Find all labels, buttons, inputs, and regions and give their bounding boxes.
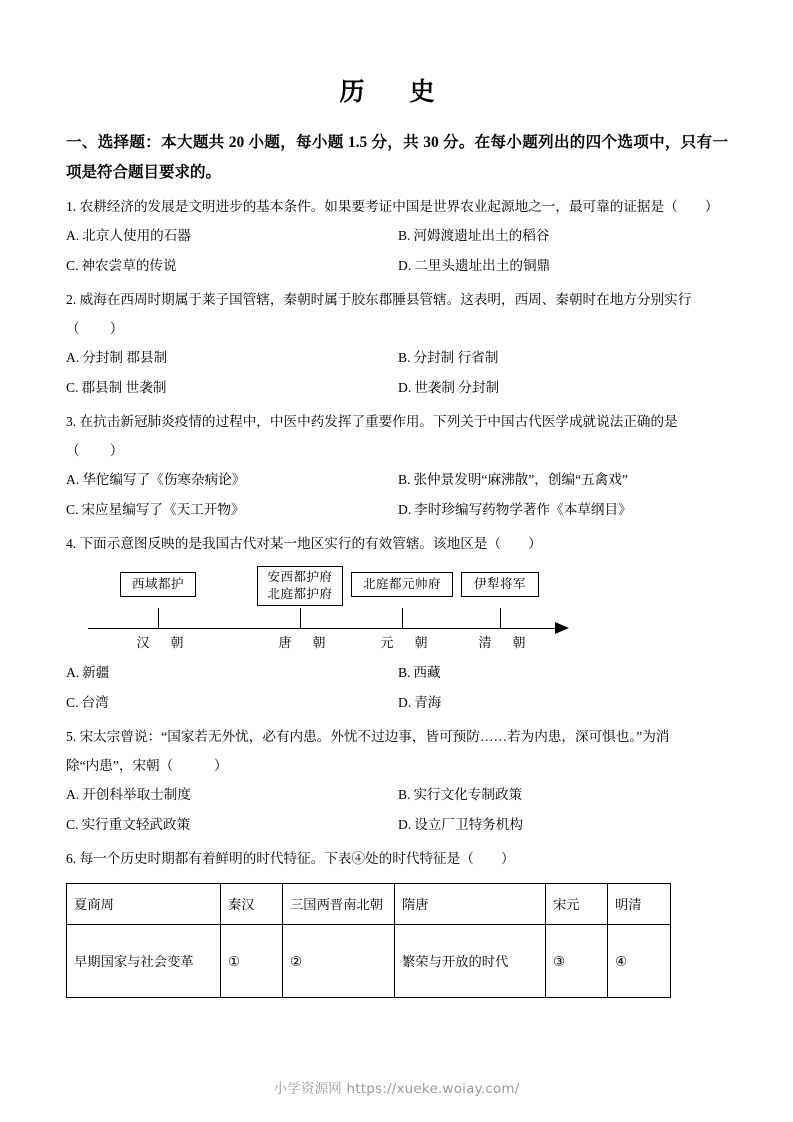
timeline-tick-yuan — [402, 608, 403, 628]
question-5-stem: 5. 宋太宗曾说：“国家若无外忧，必有内患。外忧不过边事，皆可预防……若为内患，深可惧也。”为消 — [66, 729, 670, 744]
option-c[interactable] — [66, 810, 396, 840]
question-2-options — [66, 343, 728, 403]
question-6 — [66, 844, 728, 998]
option-b[interactable] — [396, 780, 728, 810]
option-d[interactable] — [396, 810, 728, 840]
option-row — [66, 465, 728, 495]
option-row — [66, 251, 728, 281]
section-heading: 一、选择题：本大题共 20 小题，每小题 1.5 分，共 30 分。在每小题列出的四个选项中，只有一项是符合题目要求的。 — [66, 134, 728, 181]
option-c-text: 实行重文轻武政策 — [81, 817, 191, 832]
timeline-era-qing: 清 朝 — [478, 635, 530, 650]
question-3-answer-paren: （ ） — [66, 443, 125, 458]
timeline-box-tang-line2: 北庭都护府 — [267, 587, 333, 601]
timeline-tick-qing — [500, 608, 501, 628]
question-5 — [66, 722, 728, 840]
option-c[interactable] — [66, 251, 396, 281]
option-c-label: C. — [66, 695, 79, 710]
question-4-options — [66, 658, 728, 718]
option-c-label: C. — [66, 258, 79, 273]
option-c-label: C. — [66, 502, 79, 517]
table-header-cell: 宋元 — [546, 884, 608, 925]
option-a[interactable] — [66, 221, 396, 251]
question-1-stem: 1. 农耕经济的发展是文明进步的基本条件。如果要考证中国是世界农业起源地之一，最可靠的证据是（ ） — [66, 199, 719, 214]
option-row — [66, 658, 728, 688]
question-6-stem: 6. 每一个历史时期都有着鲜明的时代特征。下表④处的时代特征是（ ） — [66, 851, 515, 866]
option-d-text: 二里头遗址出土的铜鼎 — [414, 258, 551, 273]
option-row — [66, 221, 728, 251]
era-characteristics-table — [66, 883, 671, 998]
option-a-label: A. — [66, 472, 80, 487]
timeline-box-yuan: 北庭都元帅府 — [351, 572, 453, 597]
option-a-text: 分封制 郡县制 — [82, 350, 168, 365]
option-b-label: B. — [398, 228, 411, 243]
timeline-box-tang — [257, 566, 343, 606]
question-4 — [66, 529, 728, 718]
option-b-label: B. — [398, 665, 411, 680]
option-a[interactable] — [66, 780, 396, 810]
option-a-text: 北京人使用的石器 — [82, 228, 191, 243]
question-5-stem-line2: 除“内患”，宋朝（ ） — [66, 758, 228, 773]
option-b-text: 实行文化专制政策 — [413, 787, 523, 802]
question-3-stem: 3. 在抗击新冠肺炎疫情的过程中，中医中药发挥了重要作用。下列关于中国古代医学成就说法正确的是 — [66, 414, 678, 429]
option-b[interactable] — [396, 465, 728, 495]
page-title: 历 史 — [339, 79, 445, 106]
timeline-box-han: 西域都护 — [120, 572, 196, 597]
question-4-stem: 4. 下面示意图反映的是我国古代对某一地区实行的有效管辖。该地区是（ ） — [66, 536, 542, 551]
option-b[interactable] — [396, 343, 728, 373]
question-2 — [66, 285, 728, 403]
option-c-text: 宋应星编写了《天工开物》 — [81, 502, 245, 517]
table-cell: ④ — [608, 925, 671, 998]
option-b-label: B. — [398, 472, 411, 487]
option-a-label: A. — [66, 787, 80, 802]
option-a-text: 新疆 — [82, 665, 110, 680]
option-d-text: 世袭制 分封制 — [414, 380, 500, 395]
site-watermark: 小学资源网 https://xueke.woiay.com/ — [273, 1081, 520, 1097]
option-c-label: C. — [66, 380, 79, 395]
option-a[interactable] — [66, 465, 396, 495]
option-c-text: 郡县制 世袭制 — [81, 380, 167, 395]
timeline-box-tang-line1: 安西都护府 — [267, 570, 333, 584]
option-b-label: B. — [398, 350, 411, 365]
option-d-label: D. — [398, 695, 412, 710]
option-c-text: 台湾 — [81, 695, 109, 710]
option-row — [66, 343, 728, 373]
question-5-options — [66, 780, 728, 840]
question-2-stem: 2. 威海在西周时期属于莱子国管辖，秦朝时属于胶东郡腄县管辖。这表明，西周、秦朝时在地方分别实行 — [66, 292, 692, 307]
timeline-era-yuan: 元 朝 — [380, 635, 432, 650]
option-row — [66, 495, 728, 525]
option-d[interactable] — [396, 373, 728, 403]
option-c-text: 神农尝草的传说 — [81, 258, 177, 273]
option-b[interactable] — [396, 221, 728, 251]
option-d-text: 青海 — [414, 695, 442, 710]
timeline-arrow-icon — [555, 622, 569, 634]
option-c[interactable] — [66, 495, 396, 525]
option-b-text: 分封制 行省制 — [413, 350, 499, 365]
option-a-label: A. — [66, 350, 80, 365]
question-1 — [66, 192, 728, 281]
option-b-text: 张仲景发明“麻沸散”，创编“五禽戏” — [413, 472, 628, 487]
option-c[interactable] — [66, 373, 396, 403]
option-a[interactable] — [66, 658, 396, 688]
option-c[interactable] — [66, 688, 396, 718]
option-a[interactable] — [66, 343, 396, 373]
table-cell: 早期国家与社会变革 — [67, 925, 221, 998]
timeline-tick-tang — [300, 608, 301, 628]
option-d-text: 李时珍编写药物学著作《本草纲目》 — [414, 502, 632, 517]
option-a-label: A. — [66, 228, 80, 243]
option-c-label: C. — [66, 817, 79, 832]
timeline-box-qing: 伊犁将军 — [461, 572, 539, 597]
option-d-label: D. — [398, 502, 412, 517]
table-header-cell: 明清 — [608, 884, 671, 925]
option-d[interactable] — [396, 251, 728, 281]
option-d-label: D. — [398, 258, 412, 273]
question-3 — [66, 407, 728, 525]
option-a-text: 开创科举取士制度 — [82, 787, 191, 802]
option-b-text: 河姆渡遗址出土的稻谷 — [413, 228, 550, 243]
table-cell: ② — [283, 925, 395, 998]
option-row — [66, 810, 728, 840]
question-3-options — [66, 465, 728, 525]
table-header-cell: 三国两晋南北朝 — [283, 884, 395, 925]
option-d[interactable] — [396, 495, 728, 525]
table-row-header — [67, 884, 671, 925]
table-header-cell: 秦汉 — [221, 884, 283, 925]
table-row — [67, 925, 671, 998]
timeline-axis — [88, 628, 558, 629]
timeline-era-han: 汉 朝 — [136, 635, 188, 650]
timeline-tick-han — [158, 608, 159, 628]
option-a-text: 华佗编写了《伤寒杂病论》 — [82, 472, 246, 487]
question-2-answer-paren: （ ） — [66, 321, 125, 336]
option-d-label: D. — [398, 817, 412, 832]
timeline-era-tang: 唐 朝 — [278, 635, 330, 650]
option-row — [66, 688, 728, 718]
table-cell: 繁荣与开放的时代 — [395, 925, 546, 998]
option-row — [66, 373, 728, 403]
option-d[interactable] — [396, 688, 728, 718]
table-cell: ① — [221, 925, 283, 998]
table-header-cell: 隋唐 — [395, 884, 546, 925]
timeline-diagram — [66, 566, 728, 654]
option-b-label: B. — [398, 787, 411, 802]
question-1-options — [66, 221, 728, 281]
page-content — [66, 78, 728, 998]
table-header-cell: 夏商周 — [67, 884, 221, 925]
option-b-text: 西藏 — [413, 665, 441, 680]
option-a-label: A. — [66, 665, 80, 680]
option-row — [66, 780, 728, 810]
option-d-text: 设立厂卫特务机构 — [414, 817, 523, 832]
table-cell: ③ — [546, 925, 608, 998]
option-d-label: D. — [398, 380, 412, 395]
option-b[interactable] — [396, 658, 728, 688]
